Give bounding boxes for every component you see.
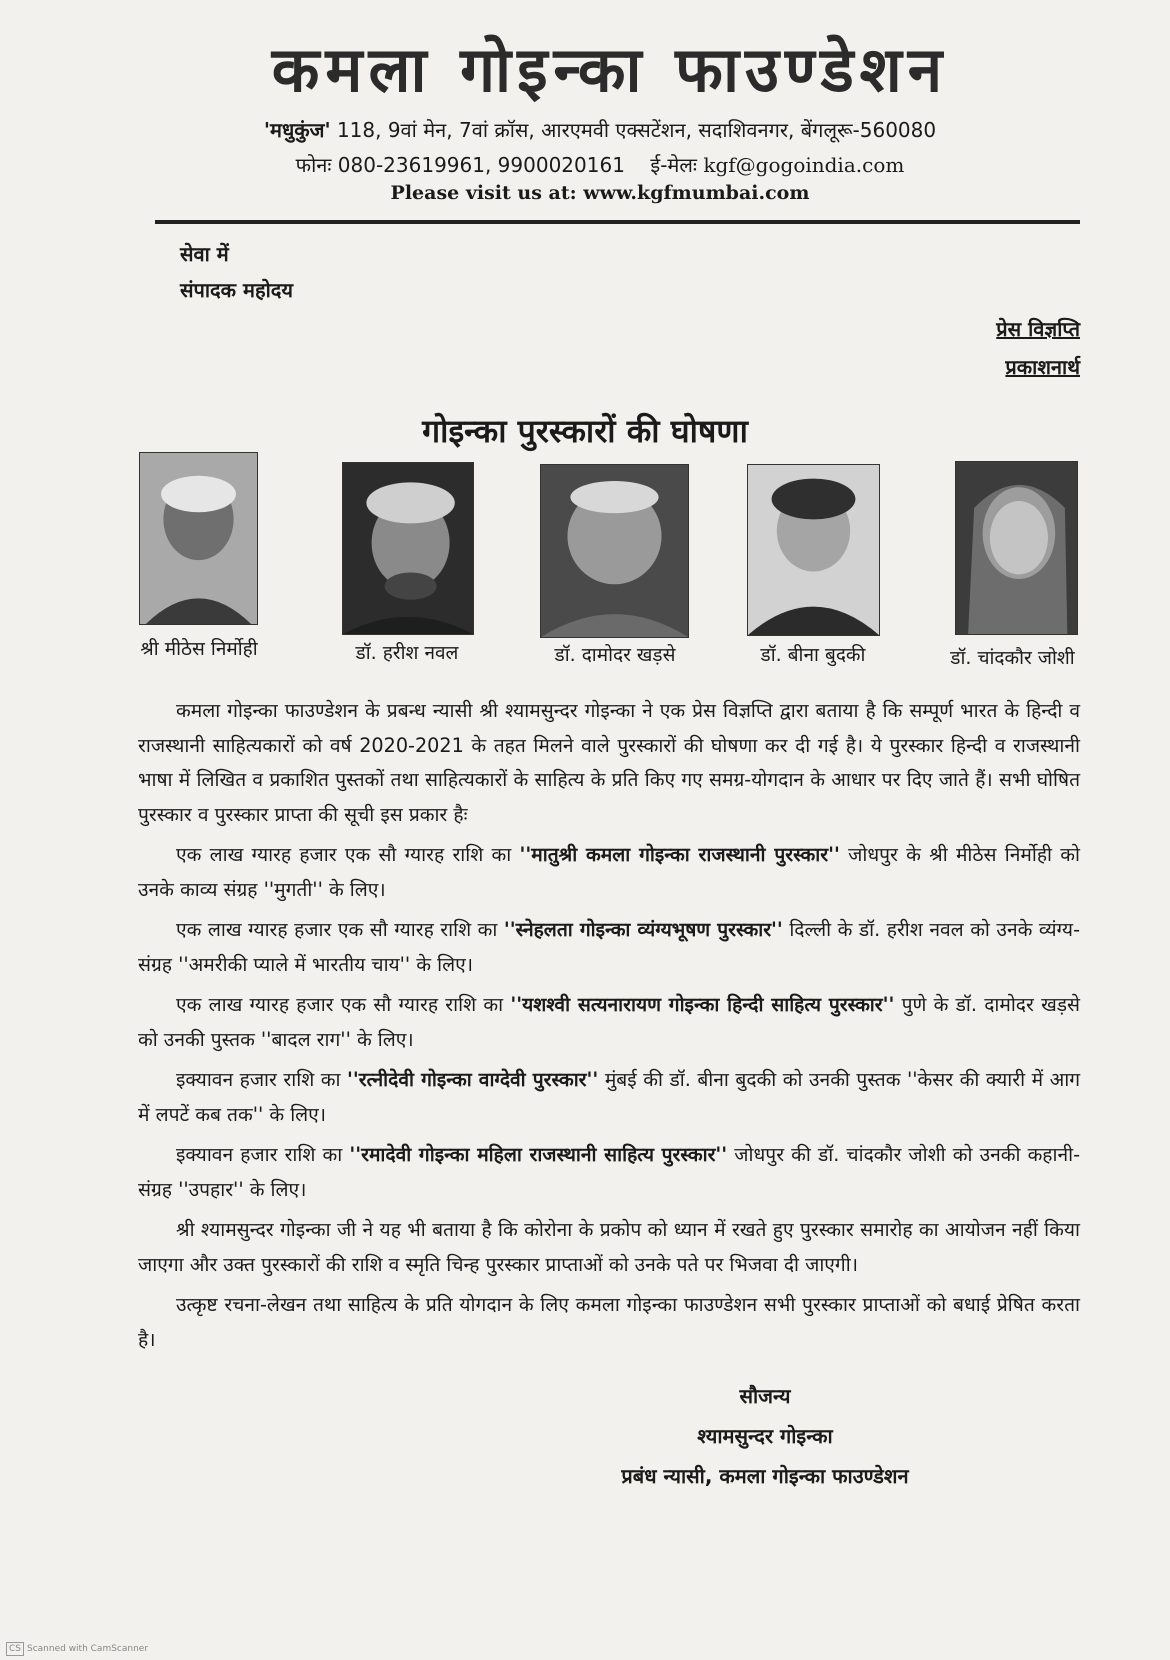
award-3-name: ''यशश्वी सत्यनारायण गोइन्का हिन्दी साहित्य पुरस्कार'' [510,993,895,1016]
award-paragraph-2 [138,913,1080,982]
signature-block [540,1376,990,1496]
award-paragraph-3 [138,988,1080,1057]
phone-label: फोनः [295,153,332,177]
awardee-name-3: डॉ. दामोदर खड़से [554,644,676,666]
email-label: ई-मेलः [650,153,697,177]
letterhead-title: कमला गोइन्का फाउण्डेशन [271,33,949,106]
awardee-name-4: डॉ. बीना बुदकी [760,644,866,666]
headline: गोइन्का पुरस्कारों की घोषणा [422,412,748,450]
awardee-name-2: डॉ. हरीश नवल [355,642,459,664]
header-divider [155,220,1080,224]
portrait-icon [748,465,879,635]
award-4-amount: इक्यावन हजार राशि का [176,1068,341,1091]
award-1-amount: एक लाख ग्यारह हजार एक सौ ग्यारह राशि का [176,843,512,866]
award-5-name: ''रमादेवी गोइन्का महिला राजस्थानी साहित्य पुरस्कार'' [349,1143,728,1166]
portrait-icon [140,453,257,624]
award-paragraph-5 [138,1138,1080,1207]
intro-paragraph: कमला गोइन्का फाउण्डेशन के प्रबन्ध न्यासी श्री श्यामसुन्दर गोइन्का ने एक प्रेस विज्ञप्ति द्वारा बताया है कि सम्पूर्ण भारत के हिन्दी व राजस्थानी साहित्यकारों को वर्ष 2020-2021 के तहत मिलने वाले पुरस्कारों की घोषणा कर दी गई है। ये पुरस्कार हिन्दी व राजस्थानी भाषा में लिखित व प्रकाशित पुस्तकों तथा साहित्यकारों के साहित्य के प्रति किए गए समग्र-योगदान के आधार पर दिए जाते हैं। सभी घोषित पुरस्कार व पुरस्कार प्राप्ता की सूची इस प्रकार हैः [138,699,1081,826]
awardee-photo-4 [747,464,880,636]
awardee-photo-3 [540,464,689,638]
covid-note-paragraph: श्री श्यामसुन्दर गोइन्का जी ने यह भी बताया है कि कोरोना के प्रकोप को ध्यान में रखते हुए पुरस्कार समारोह का आयोजन नहीं किया जाएगा और उक्त पुरस्कारों की राशि व स्मृति चिन्ह पुरस्कार प्राप्ताओं को उनके पते पर भिजवा दी जाएगी। [138,1218,1080,1276]
awardee-name-1: श्री मीठेस निर्मोही [140,638,258,660]
awardee-name-5: डॉ. चांदकौर जोशी [950,647,1075,669]
award-3-amount: एक लाख ग्यारह हजार एक सौ ग्यारह राशि का [176,993,504,1016]
phone-numbers: 080-23619961, 9900020161 [337,153,625,177]
award-paragraph-4 [138,1063,1080,1132]
press-release-body [138,694,1080,1363]
press-note-line-2: प्रकाशनार्थ [1005,355,1080,379]
closing-paragraph: उत्कृष्ट रचना-लेखन तथा साहित्य के प्रति योगदान के लिए कमला गोइन्का फाउण्डेशन सभी पुरस्कार प्राप्ताओं को बधाई प्रेषित करता है। [138,1293,1080,1351]
salutation-line-2: संपादक महोदय [180,278,293,302]
award-1-name: ''मातुश्री कमला गोइन्का राजस्थानी पुरस्कार'' [519,843,840,866]
website-line: Please visit us at: www.kgfmumbai.com [390,182,810,204]
portrait-icon [956,462,1077,634]
address-text: 118, 9वां मेन, 7वां क्रॉस, आरएमवी एक्सटेंशन, सदाशिवनगर, बेंगलूरू-560080 [336,118,937,142]
award-3-details: पुणे के डॉ. दामोदर खड़से को उनकी पुस्तक ''बादल राग'' के लिए। [138,993,1081,1051]
letterhead-contact [120,150,1080,180]
press-note-line-1: प्रेस विज्ञप्ति [996,317,1080,341]
awardee-photo-2 [342,462,474,635]
awardee-photo-1 [139,452,258,625]
scanner-logo: CS [6,1642,24,1656]
scanner-text: Scanned with CamScanner [27,1644,149,1654]
salutation-line-1: सेवा में [180,242,229,266]
award-4-name: ''रत्नीदेवी गोइन्का वाग्देवी पुरस्कार'' [347,1068,599,1091]
press-note [996,310,1080,386]
scanner-watermark [6,1642,148,1656]
award-5-details: जोधपुर की डॉ. चांदकौर जोशी को उनकी कहानी-संग्रह ''उपहार'' के लिए। [138,1143,1081,1201]
signature-title: प्रबंध न्यासी, कमला गोइन्का फाउण्डेशन [621,1464,909,1488]
award-1-details: जोधपुर के श्री मीठेस निर्मोही को उनके काव्य संग्रह ''मुगती'' के लिए। [138,843,1080,901]
portrait-icon [541,465,688,637]
award-paragraph-1 [138,838,1080,907]
signature-courtesy: सौजन्य [739,1384,791,1408]
address-building-name: 'मधुकुंज' [263,118,331,142]
award-2-amount: एक लाख ग्यारह हजार एक सौ ग्यारह राशि का [176,918,498,941]
award-2-details: दिल्ली के डॉ. हरीश नवल को उनके व्यंग्य-संग्रह ''अमरीकी प्याले में भारतीय चाय'' के लिए। [138,918,1080,976]
email-address: kgf@gogoindia.com [703,153,905,177]
award-2-name: ''स्नेहलता गोइन्का व्यंग्यभूषण पुरस्कार'' [503,918,783,941]
portrait-icon [343,463,473,634]
salutation [180,236,293,308]
award-5-amount: इक्यावन हजार राशि का [176,1143,343,1166]
awardee-photo-5 [955,461,1078,635]
letterhead-address [120,115,1080,145]
award-4-details: मुंबई की डॉ. बीना बुदकी को उनकी पुस्तक ''केसर की क्यारी में आग में लपटें कब तक'' के लिए। [138,1068,1081,1126]
signature-name: श्यामसुन्दर गोइन्का [697,1424,833,1448]
